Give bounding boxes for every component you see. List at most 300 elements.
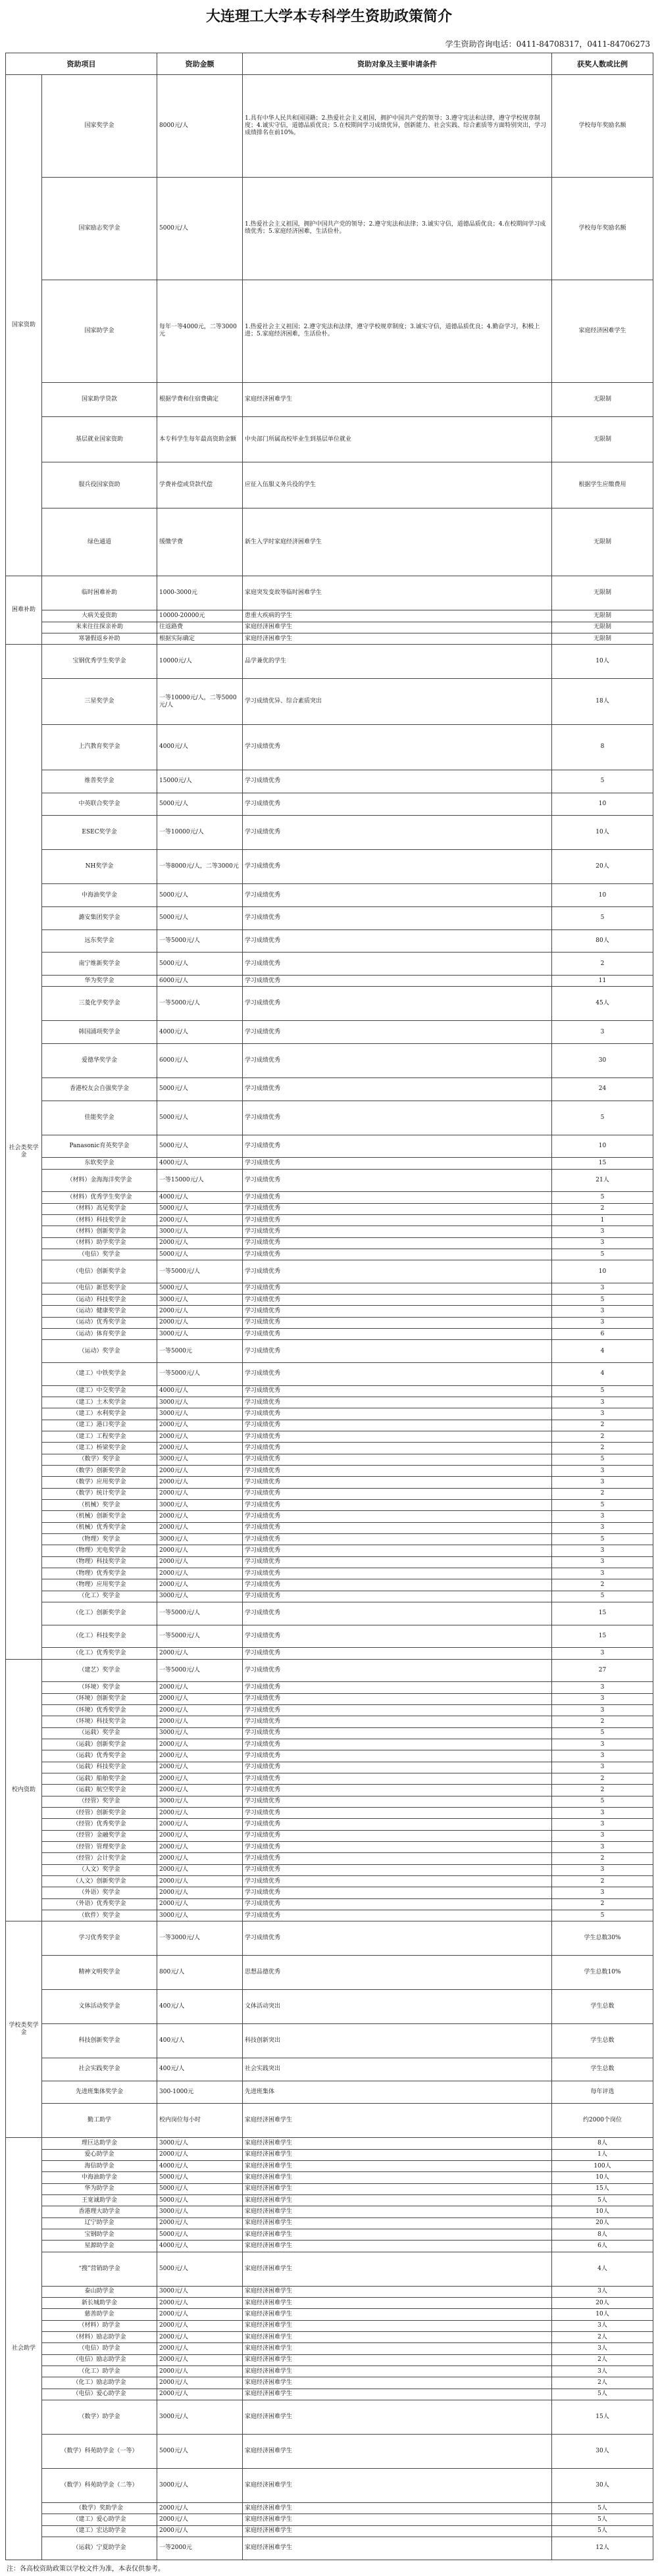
ratio-cell: 80人 bbox=[552, 929, 653, 953]
conditions-cell: 家庭突发变故等临时困难学生 bbox=[243, 576, 552, 610]
amount-cell: 一等10000元/人，二等5000元/人 bbox=[157, 679, 243, 724]
project-name-cell: （建工）港口奖学金 bbox=[42, 1420, 157, 1431]
ratio-cell: 4 bbox=[552, 1340, 653, 1363]
ratio-cell: 学校每年奖励名额 bbox=[552, 75, 653, 178]
project-name-cell: （运载）宁夏助学金 bbox=[42, 2537, 157, 2560]
page-title: 大连理工大学本专科学生资助政策简介 bbox=[205, 8, 452, 25]
category-cell: 困难补助 bbox=[6, 576, 42, 645]
project-name-cell: （人文）创新奖学金 bbox=[42, 1875, 157, 1887]
amount-cell: 2000元/人 bbox=[157, 1511, 243, 1522]
ratio-cell: 家庭经济困难学生 bbox=[552, 280, 653, 382]
project-name-cell: 东软奖学金 bbox=[42, 1158, 157, 1169]
amount-cell: 2000元/人 bbox=[157, 1716, 243, 1727]
project-name-cell: 中海油奖学金 bbox=[42, 884, 157, 907]
ratio-cell: 3 bbox=[552, 1864, 653, 1875]
amount-cell: 10000-20000元 bbox=[157, 610, 243, 622]
table-row bbox=[6, 2241, 653, 2252]
project-name-cell: 爱德华奖学金 bbox=[42, 1043, 157, 1077]
table-row bbox=[6, 2400, 653, 2434]
project-name-cell: （机械）优秀奖学金 bbox=[42, 1522, 157, 1533]
table-row bbox=[6, 1796, 653, 1807]
table-row bbox=[6, 1819, 653, 1830]
table-row bbox=[6, 2286, 653, 2297]
table-row bbox=[6, 1295, 653, 1306]
conditions-cell: 学习成绩优秀 bbox=[243, 975, 552, 986]
conditions-cell: 学习成绩优秀 bbox=[243, 1363, 552, 1386]
conditions-cell: 家庭经济困难学生 bbox=[243, 382, 552, 416]
ratio-cell: 无限制 bbox=[552, 508, 653, 576]
category-cell: 校内资助 bbox=[6, 1659, 42, 1921]
ratio-cell: 21人 bbox=[552, 1169, 653, 1192]
conditions-cell: 学习成绩优秀 bbox=[243, 1875, 552, 1887]
amount-cell: 2000元/人 bbox=[157, 1819, 243, 1830]
amount-cell: 缓缴学费 bbox=[157, 508, 243, 576]
table-row bbox=[6, 1545, 653, 1556]
ratio-cell: 3 bbox=[552, 1887, 653, 1898]
table-row bbox=[6, 2332, 653, 2343]
amount-cell: 4000元/人 bbox=[157, 1385, 243, 1397]
table-row bbox=[6, 2525, 653, 2537]
ratio-cell: 3 bbox=[552, 1750, 653, 1762]
ratio-cell: 学校每年奖励名额 bbox=[552, 177, 653, 280]
conditions-cell: 患重大疾病的学生 bbox=[243, 610, 552, 622]
conditions-cell: 学习成绩优秀 bbox=[243, 1169, 552, 1192]
conditions-cell: 家庭经济困难学生 bbox=[243, 2537, 552, 2560]
ratio-cell: 3 bbox=[552, 1306, 653, 1317]
ratio-cell: 20人 bbox=[552, 2298, 653, 2309]
conditions-cell: 新生入学时家庭经济困难学生 bbox=[243, 508, 552, 576]
project-name-cell: 国家奖学金 bbox=[42, 75, 157, 178]
project-name-cell: （材料）助学金 bbox=[42, 2320, 157, 2331]
ratio-cell: 10人 bbox=[552, 2309, 653, 2320]
conditions-cell: 学习成绩优秀 bbox=[243, 1397, 552, 1408]
conditions-cell: 家庭经济困难学生 bbox=[243, 2389, 552, 2400]
conditions-cell: 先进班集体 bbox=[243, 2081, 552, 2104]
conditions-cell: 学习成绩优秀 bbox=[243, 1329, 552, 1340]
amount-cell: 5000元/人 bbox=[157, 953, 243, 976]
conditions-cell: 学习成绩优秀 bbox=[243, 884, 552, 907]
conditions-cell: 学习成绩优秀 bbox=[243, 1192, 552, 1203]
table-row bbox=[6, 1579, 653, 1591]
project-name-cell: （材料）高见奖学金 bbox=[42, 1203, 157, 1214]
conditions-cell: 1.具有中华人民共和国国籍；2.热爱社会主义祖国，拥护中国共产党的领导；3.遵守宪法和法律，遵守学校规章制度；4.诚实守信，道德品质优良；5.在校期间学习成绩优异，创新能力、社会实践、综合素质等方面特别突出，学习成绩排名在前10%。 bbox=[243, 75, 552, 178]
project-name-cell: NH奖学金 bbox=[42, 850, 157, 884]
amount-cell: 2000元/人 bbox=[157, 1556, 243, 1568]
project-name-cell: （运载）优秀奖学金 bbox=[42, 1750, 157, 1762]
project-name-cell: 泰山助学金 bbox=[42, 2286, 157, 2297]
project-name-cell: （化工）励志助学金 bbox=[42, 2377, 157, 2389]
project-name-cell: （经管）会计奖学金 bbox=[42, 1853, 157, 1864]
ratio-cell: 学生总数 bbox=[552, 2024, 653, 2058]
conditions-cell: 家庭经济困难学生 bbox=[243, 2525, 552, 2537]
project-name-cell: （软件）奖学金 bbox=[42, 1910, 157, 1921]
ratio-cell: 5人 bbox=[552, 2389, 653, 2400]
project-name-cell: （化工）奖学金 bbox=[42, 1591, 157, 1602]
ratio-cell: 15 bbox=[552, 1602, 653, 1625]
conditions-cell: 学习成绩优秀 bbox=[243, 1693, 552, 1704]
amount-cell: 5000元/人 bbox=[157, 907, 243, 930]
conditions-cell: 学习成绩优秀 bbox=[243, 1488, 552, 1499]
ratio-cell: 2 bbox=[552, 1773, 653, 1784]
amount-cell: 一等5000元/人 bbox=[157, 1659, 243, 1682]
ratio-cell: 约2000个岗位 bbox=[552, 2104, 653, 2138]
table-row bbox=[6, 2195, 653, 2206]
project-name-cell: （数学）科苑助学金（一等） bbox=[42, 2434, 157, 2468]
amount-cell: 3000元/人 bbox=[157, 1295, 243, 1306]
conditions-cell: 学习成绩优秀 bbox=[243, 1785, 552, 1796]
table-row bbox=[6, 1956, 653, 1990]
project-name-cell: （物理）科技奖学金 bbox=[42, 1556, 157, 1568]
contact-phone: 学生资助咨询电话：0411-84708317，0411-84706273 bbox=[445, 39, 650, 49]
project-name-cell: （材料）励志助学金 bbox=[42, 2332, 157, 2343]
amount-cell: 5000元/人 bbox=[157, 1249, 243, 1260]
ratio-cell: 2 bbox=[552, 1443, 653, 1454]
amount-cell: 2000元/人 bbox=[157, 2514, 243, 2525]
table-row bbox=[6, 2172, 653, 2183]
ratio-cell: 学生总数10% bbox=[552, 1956, 653, 1990]
header-conditions: 资助对象及主要申请条件 bbox=[243, 53, 552, 75]
conditions-cell: 学习成绩优秀 bbox=[243, 1408, 552, 1420]
project-name-cell: 中海油助学金 bbox=[42, 2172, 157, 2183]
amount-cell: 根据学费和住宿费确定 bbox=[157, 382, 243, 416]
project-name-cell: （物理）优秀奖学金 bbox=[42, 1568, 157, 1579]
conditions-cell: 学习成绩优秀 bbox=[243, 1431, 552, 1443]
ratio-cell: 2人 bbox=[552, 2354, 653, 2365]
project-name-cell: （外语）奖学金 bbox=[42, 1887, 157, 1898]
amount-cell: 5000元/人 bbox=[157, 2229, 243, 2241]
table-row bbox=[6, 633, 653, 645]
table-row bbox=[6, 1864, 653, 1875]
project-name-cell: （数学）奖助学金 bbox=[42, 2502, 157, 2514]
project-name-cell: 爱心助学金 bbox=[42, 2149, 157, 2160]
table-row bbox=[6, 953, 653, 976]
amount-cell: 2000元/人 bbox=[157, 2389, 243, 2400]
ratio-cell: 3人 bbox=[552, 2286, 653, 2297]
project-name-cell: （经管）创新奖学金 bbox=[42, 1807, 157, 1818]
policy-table bbox=[5, 53, 653, 2560]
project-name-cell: 基层就业国家资助 bbox=[42, 416, 157, 462]
ratio-cell: 3人 bbox=[552, 2320, 653, 2331]
conditions-cell: 文体活动突出 bbox=[243, 1990, 552, 2024]
project-name-cell: 王宽诚助学金 bbox=[42, 2195, 157, 2206]
project-name-cell: （材料）创新奖学金 bbox=[42, 1226, 157, 1237]
amount-cell: 800元/人 bbox=[157, 1956, 243, 1990]
ratio-cell: 11 bbox=[552, 975, 653, 986]
conditions-cell: 应征入伍服义务兵役的学生 bbox=[243, 462, 552, 508]
conditions-cell: 家庭经济困难学生 bbox=[243, 2309, 552, 2320]
ratio-cell: 15人 bbox=[552, 2400, 653, 2434]
ratio-cell: 30 bbox=[552, 1043, 653, 1077]
amount-cell: 5000元/人 bbox=[157, 2195, 243, 2206]
ratio-cell: 5 bbox=[552, 1910, 653, 1921]
header-ratio: 获奖人数或比例 bbox=[552, 53, 653, 75]
ratio-cell: 15 bbox=[552, 1625, 653, 1648]
amount-cell: 2000元/人 bbox=[157, 1898, 243, 1910]
ratio-cell: 6 bbox=[552, 1329, 653, 1340]
amount-cell: 往返路费 bbox=[157, 622, 243, 633]
table-row bbox=[6, 1990, 653, 2024]
conditions-cell: 学习成绩优秀 bbox=[243, 1819, 552, 1830]
conditions-cell: 学习成绩优秀 bbox=[243, 1887, 552, 1898]
project-name-cell: 社会实践奖学金 bbox=[42, 2058, 157, 2081]
table-row bbox=[6, 622, 653, 633]
ratio-cell: 3 bbox=[552, 1283, 653, 1294]
conditions-cell: 学习成绩优秀 bbox=[243, 724, 552, 770]
table-row bbox=[6, 416, 653, 462]
conditions-cell: 学习成绩优异、综合素质突出 bbox=[243, 679, 552, 724]
amount-cell: 15000元/人 bbox=[157, 770, 243, 793]
ratio-cell: 5 bbox=[552, 1454, 653, 1465]
project-name-cell: （环境）创新奖学金 bbox=[42, 1693, 157, 1704]
project-name-cell: 潞安集团奖学金 bbox=[42, 907, 157, 930]
amount-cell: 一等2000元 bbox=[157, 2537, 243, 2560]
amount-cell: 一等8000元/人，二等3000元 bbox=[157, 850, 243, 884]
project-name-cell: （电信）创新奖学金 bbox=[42, 1260, 157, 1283]
amount-cell: 2000元/人 bbox=[157, 1693, 243, 1704]
conditions-cell: 社会实践突出 bbox=[243, 2058, 552, 2081]
project-name-cell: 勤工助学 bbox=[42, 2104, 157, 2138]
conditions-cell: 学习成绩优秀 bbox=[243, 1659, 552, 1682]
ratio-cell: 5 bbox=[552, 1249, 653, 1260]
table-row bbox=[6, 1214, 653, 1226]
conditions-cell: 学习成绩优秀 bbox=[243, 1295, 552, 1306]
amount-cell: 8000元/人 bbox=[157, 75, 243, 178]
ratio-cell: 3 bbox=[552, 1807, 653, 1818]
table-row bbox=[6, 1693, 653, 1704]
table-row bbox=[6, 2229, 653, 2241]
ratio-cell: 5 bbox=[552, 1591, 653, 1602]
project-name-cell: （运动）科技奖学金 bbox=[42, 1295, 157, 1306]
conditions-cell: 学习成绩优秀 bbox=[243, 1477, 552, 1488]
amount-cell: 400元/人 bbox=[157, 1990, 243, 2024]
project-name-cell: 远东奖学金 bbox=[42, 929, 157, 953]
ratio-cell: 3 bbox=[552, 1545, 653, 1556]
project-name-cell: （数学）助学金 bbox=[42, 2400, 157, 2434]
amount-cell: 一等5000元/人 bbox=[157, 1602, 243, 1625]
project-name-cell: 南宁维新奖学金 bbox=[42, 953, 157, 976]
amount-cell: 5000元/人 bbox=[157, 1283, 243, 1294]
ratio-cell: 1人 bbox=[552, 2149, 653, 2160]
project-name-cell: 新长城助学金 bbox=[42, 2298, 157, 2309]
amount-cell: 2000元/人 bbox=[157, 1545, 243, 1556]
ratio-cell: 无限制 bbox=[552, 576, 653, 610]
conditions-cell: 学习成绩优秀 bbox=[243, 1454, 552, 1465]
project-name-cell: （运载）创新奖学金 bbox=[42, 1739, 157, 1750]
conditions-cell: 学习成绩优秀 bbox=[243, 1226, 552, 1237]
ratio-cell: 2 bbox=[552, 1785, 653, 1796]
category-cell: 学校类奖学金 bbox=[6, 1921, 42, 2138]
amount-cell: 2000元/人 bbox=[157, 1306, 243, 1317]
conditions-cell: 学习成绩优秀 bbox=[243, 1704, 552, 1716]
amount-cell: 10000元/人 bbox=[157, 645, 243, 679]
ratio-cell: 2 bbox=[552, 1853, 653, 1864]
conditions-cell: 家庭经济困难学生 bbox=[243, 2252, 552, 2286]
conditions-cell: 学习成绩优秀 bbox=[243, 1625, 552, 1648]
amount-cell: 2000元/人 bbox=[157, 1237, 243, 1249]
conditions-cell: 家庭经济困难学生 bbox=[243, 2354, 552, 2365]
ratio-cell: 每年评选 bbox=[552, 2081, 653, 2104]
project-name-cell: 慈善助学金 bbox=[42, 2309, 157, 2320]
amount-cell: 2000元/人 bbox=[157, 1750, 243, 1762]
amount-cell: 400元/人 bbox=[157, 2058, 243, 2081]
table-row bbox=[6, 1237, 653, 1249]
table-row bbox=[6, 177, 653, 280]
project-name-cell: 香港校友会自强奖学金 bbox=[42, 1077, 157, 1101]
ratio-cell: 2 bbox=[552, 1579, 653, 1591]
ratio-cell: 2人 bbox=[552, 2332, 653, 2343]
table-row bbox=[6, 1477, 653, 1488]
conditions-cell: 学习成绩优秀 bbox=[243, 1237, 552, 1249]
ratio-cell: 10人 bbox=[552, 816, 653, 850]
ratio-cell: 10人 bbox=[552, 645, 653, 679]
amount-cell: 学费补偿或贷款代偿 bbox=[157, 462, 243, 508]
amount-cell: 5000元/人 bbox=[157, 793, 243, 816]
project-name-cell: 国家助学贷款 bbox=[42, 382, 157, 416]
conditions-cell: 学习成绩优秀 bbox=[243, 1306, 552, 1317]
ratio-cell: 5 bbox=[552, 770, 653, 793]
table-row bbox=[6, 2149, 653, 2160]
table-row bbox=[6, 2104, 653, 2138]
project-name-cell: （数学）应用奖学金 bbox=[42, 1477, 157, 1488]
ratio-cell: 10人 bbox=[552, 2172, 653, 2183]
project-name-cell: （建工）宏达助学金 bbox=[42, 2525, 157, 2537]
table-row bbox=[6, 2514, 653, 2525]
ratio-cell: 2 bbox=[552, 1898, 653, 1910]
table-row bbox=[6, 1773, 653, 1784]
project-name-cell: 国家励志奖学金 bbox=[42, 177, 157, 280]
conditions-cell: 学习成绩优秀 bbox=[243, 1283, 552, 1294]
conditions-cell: 学习成绩优秀 bbox=[243, 1648, 552, 1659]
project-name-cell: 科技创新奖学金 bbox=[42, 2024, 157, 2058]
conditions-cell: 学习成绩优秀 bbox=[243, 1682, 552, 1693]
ratio-cell: 学生总数30% bbox=[552, 1921, 653, 1956]
amount-cell: 2000元/人 bbox=[157, 1488, 243, 1499]
amount-cell: 3000元/人 bbox=[157, 1408, 243, 1420]
conditions-cell: 中央部门所属高校毕业生到基层单位就业 bbox=[243, 416, 552, 462]
table-row bbox=[6, 1420, 653, 1431]
conditions-cell: 学习成绩优秀 bbox=[243, 1727, 552, 1739]
project-name-cell: （运动）奖学金 bbox=[42, 1340, 157, 1363]
conditions-cell: 家庭经济困难学生 bbox=[243, 2332, 552, 2343]
ratio-cell: 3 bbox=[552, 1226, 653, 1237]
table-row bbox=[6, 280, 653, 382]
ratio-cell: 3 bbox=[552, 1021, 653, 1044]
project-name-cell: （数学）科苑助学金（二等） bbox=[42, 2468, 157, 2502]
conditions-cell: 学习成绩优秀 bbox=[243, 1579, 552, 1591]
amount-cell: 2000元/人 bbox=[157, 1841, 243, 1852]
ratio-cell: 2 bbox=[552, 1420, 653, 1431]
table-row bbox=[6, 1203, 653, 1214]
amount-cell: 2000元/人 bbox=[157, 1568, 243, 1579]
amount-cell: 2000元/人 bbox=[157, 1864, 243, 1875]
amount-cell: 2000元/人 bbox=[157, 2354, 243, 2365]
amount-cell: 5000元/人 bbox=[157, 2183, 243, 2194]
table-row bbox=[6, 1704, 653, 1716]
conditions-cell: 学习成绩优秀 bbox=[243, 1739, 552, 1750]
amount-cell: 3000元/人 bbox=[157, 1500, 243, 1511]
table-row bbox=[6, 2537, 653, 2560]
ratio-cell: 5人 bbox=[552, 2195, 653, 2206]
conditions-cell: 家庭经济困难学生 bbox=[243, 2286, 552, 2297]
project-name-cell: 三菱化学奖学金 bbox=[42, 987, 157, 1021]
project-name-cell: 临时困难补助 bbox=[42, 576, 157, 610]
project-name-cell: （数学）创新奖学金 bbox=[42, 1466, 157, 1477]
amount-cell: 2000元/人 bbox=[157, 2525, 243, 2537]
table-row bbox=[6, 2183, 653, 2194]
table-row bbox=[6, 2138, 653, 2149]
table-row bbox=[6, 1841, 653, 1852]
table-row bbox=[6, 850, 653, 884]
amount-cell: 3000元/人 bbox=[157, 1454, 243, 1465]
amount-cell: 本专科学生每年最高资助金额 bbox=[157, 416, 243, 462]
ratio-cell: 10 bbox=[552, 1135, 653, 1158]
ratio-cell: 学生总数 bbox=[552, 1990, 653, 2024]
project-name-cell: 三星奖学金 bbox=[42, 679, 157, 724]
ratio-cell: 10 bbox=[552, 1260, 653, 1283]
project-name-cell: （人文）奖学金 bbox=[42, 1864, 157, 1875]
amount-cell: 3000元/人 bbox=[157, 2138, 243, 2149]
ratio-cell: 5 bbox=[552, 1727, 653, 1739]
ratio-cell: 3 bbox=[552, 1693, 653, 1704]
table-row bbox=[6, 1921, 653, 1956]
amount-cell: 5000元/人 bbox=[157, 884, 243, 907]
project-name-cell: （材料）科技奖学金 bbox=[42, 1214, 157, 1226]
table-row bbox=[6, 1283, 653, 1294]
conditions-cell: 思想品德优秀 bbox=[243, 1956, 552, 1990]
amount-cell: 300-1000元 bbox=[157, 2081, 243, 2104]
amount-cell: 3000元/人 bbox=[157, 1397, 243, 1408]
header-project: 资助项目 bbox=[6, 53, 157, 75]
ratio-cell: 3 bbox=[552, 1648, 653, 1659]
table-row bbox=[6, 2058, 653, 2081]
amount-cell: 2000元/人 bbox=[157, 1466, 243, 1477]
project-name-cell: Panasonic育英奖学金 bbox=[42, 1135, 157, 1158]
conditions-cell: 学习成绩优秀 bbox=[243, 1898, 552, 1910]
project-name-cell: （物理）光电奖学金 bbox=[42, 1545, 157, 1556]
amount-cell: 3000元/人 bbox=[157, 2468, 243, 2502]
table-row bbox=[6, 2354, 653, 2365]
amount-cell: 3000元/人 bbox=[157, 1591, 243, 1602]
table-row bbox=[6, 2389, 653, 2400]
amount-cell: 一等5000元/人 bbox=[157, 1625, 243, 1648]
project-name-cell: （运动）体育奖学金 bbox=[42, 1329, 157, 1340]
amount-cell: 2000元/人 bbox=[157, 1830, 243, 1841]
amount-cell: 一等15000元/人 bbox=[157, 1169, 243, 1192]
ratio-cell: 15人 bbox=[552, 2183, 653, 2194]
ratio-cell: 3 bbox=[552, 1682, 653, 1693]
amount-cell: 2000元/人 bbox=[157, 1443, 243, 1454]
project-name-cell: （运动）健康奖学金 bbox=[42, 1306, 157, 1317]
conditions-cell: 学习成绩优秀 bbox=[243, 1385, 552, 1397]
project-name-cell: 海信助学金 bbox=[42, 2161, 157, 2172]
project-name-cell: （经管）奖学金 bbox=[42, 1796, 157, 1807]
amount-cell: 每年一等4000元，二等3000元 bbox=[157, 280, 243, 382]
table-row bbox=[6, 1043, 653, 1077]
table-row bbox=[6, 1260, 653, 1283]
project-name-cell: （化工）助学金 bbox=[42, 2366, 157, 2377]
project-name-cell: 佳能奖学金 bbox=[42, 1101, 157, 1135]
conditions-cell: 学习成绩优秀 bbox=[243, 1853, 552, 1864]
project-name-cell: （建艺）奖学金 bbox=[42, 1659, 157, 1682]
conditions-cell: 家庭经济困难学生 bbox=[243, 2183, 552, 2194]
table-row bbox=[6, 1363, 653, 1386]
conditions-cell: 学习成绩优秀 bbox=[243, 1762, 552, 1773]
project-name-cell: （运动）优秀奖学金 bbox=[42, 1317, 157, 1328]
project-name-cell: （运载）科技奖学金 bbox=[42, 1762, 157, 1773]
amount-cell: 2000元/人 bbox=[157, 1739, 243, 1750]
ratio-cell: 2 bbox=[552, 1875, 653, 1887]
table-row bbox=[6, 462, 653, 508]
